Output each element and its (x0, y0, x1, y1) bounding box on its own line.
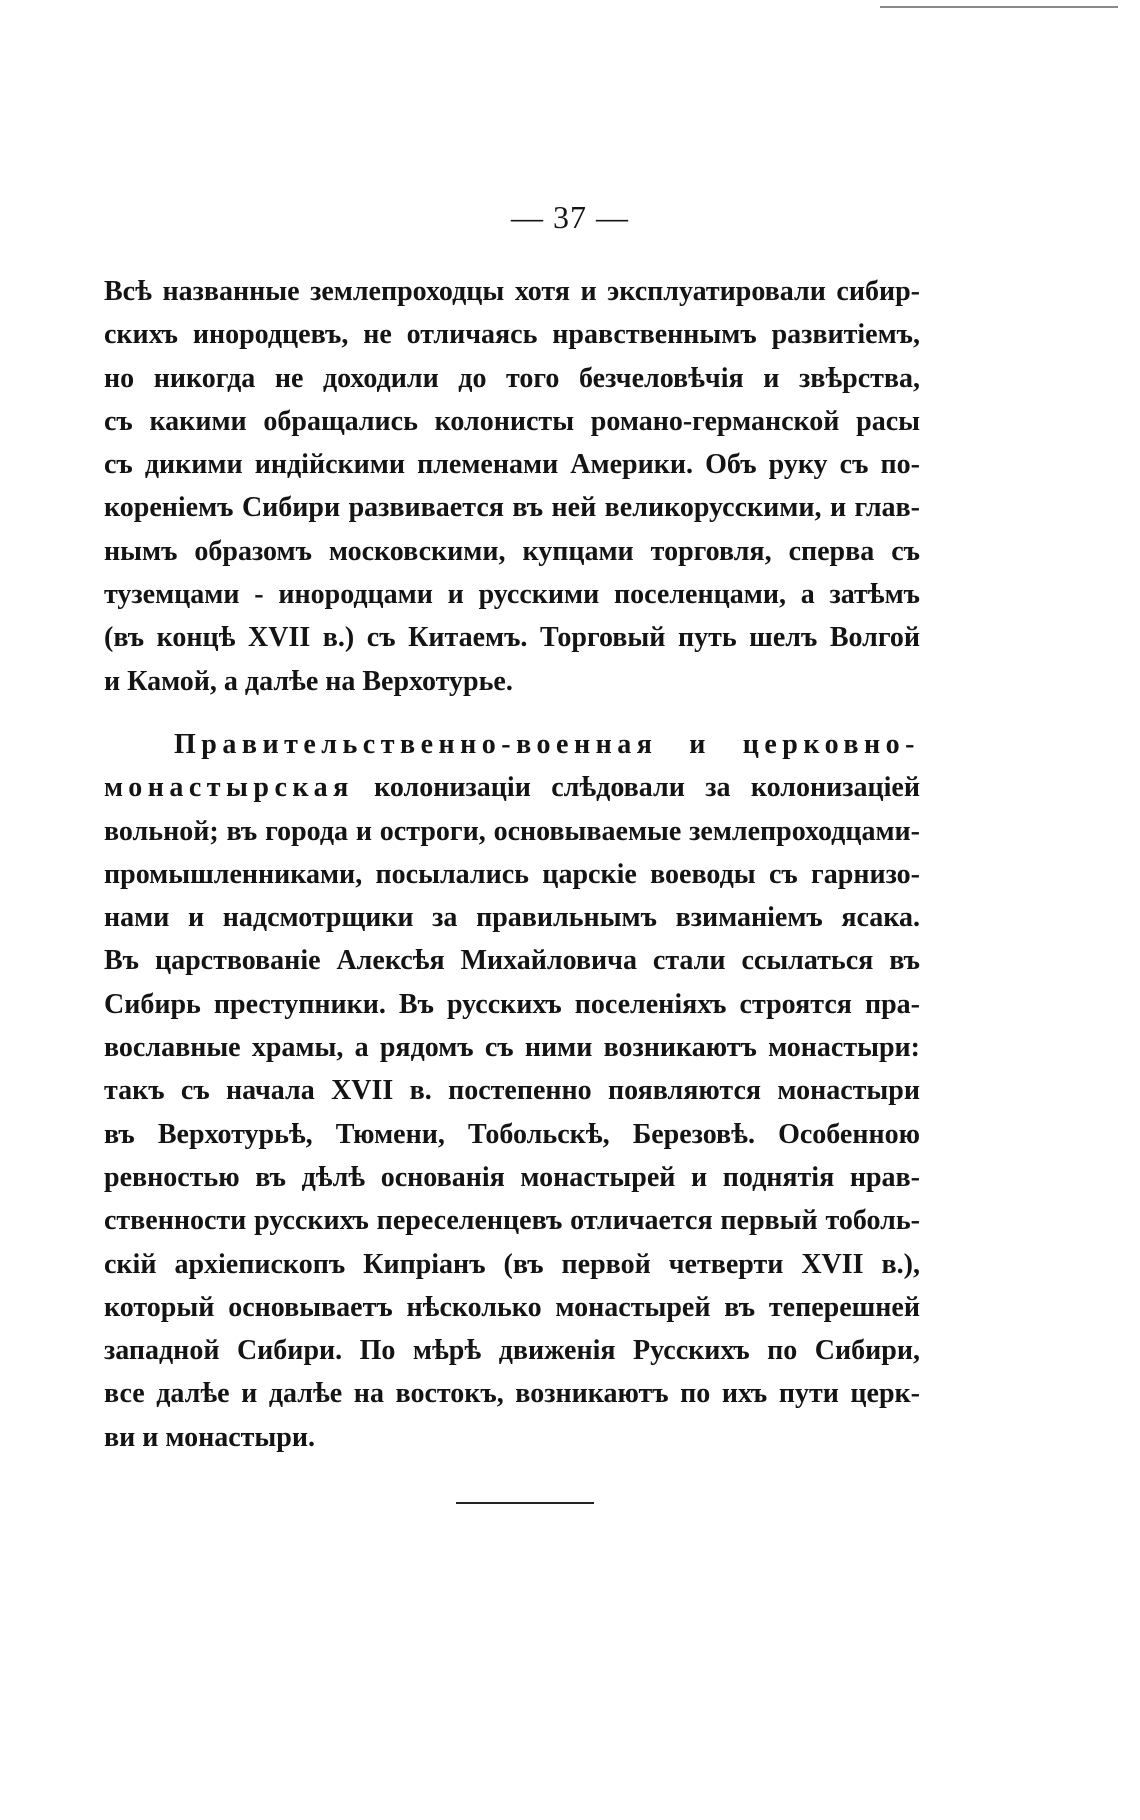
text-line: съ какими обращались колонисты романо-германской расы (104, 405, 920, 437)
text-line: который основываетъ нѣсколько монастырей въ теперешней (104, 1291, 920, 1323)
text-segment: колонизаціи слѣдовали за колонизаціей (374, 772, 920, 804)
text-line: скихъ инородцевъ, не отличаясь нравственнымъ развитіемъ, (104, 319, 920, 351)
text-line: ревностью въ дѣлѣ основанія монастырей и поднятія нрав- (104, 1161, 920, 1193)
paragraph-gap (104, 703, 920, 723)
text-line: въ Верхотурьѣ, Тюмени, Тобольскѣ, Березовѣ. Особенною (104, 1118, 920, 1150)
text-line: нымъ образомъ московскими, купцами торговля, сперва съ (104, 535, 920, 567)
spaced-lead-line: Правительственно-военная и церковно- (174, 728, 920, 760)
text-line: западной Сибири. По мѣрѣ движенія Русскихъ по Сибири, (104, 1335, 920, 1367)
text-line (104, 766, 920, 809)
text-line: Всѣ названные землепроходцы хотя и эксплуатировали сибир- (104, 276, 920, 307)
spaced-lead-word: монастырская (104, 772, 354, 804)
text-line: но никогда не доходили до того безчеловѣчія и звѣрства, (104, 362, 920, 394)
text-line: такъ съ начала XVII в. постепенно появляются монастыри (104, 1075, 920, 1107)
text-line: и Камой, а далѣе на Верхотурье. (104, 665, 513, 697)
body-text (104, 270, 920, 1459)
text-line: Сибирь преступники. Въ русскихъ поселеніяхъ строятся пра- (104, 988, 920, 1020)
paragraph-1 (104, 270, 920, 703)
text-line: вославные храмы, а рядомъ съ ними возникаютъ монастыри: (104, 1032, 920, 1064)
text-line: нами и надсмотрщики за правильнымъ взиманіемъ ясака. (104, 902, 920, 934)
text-line: Въ царствованіе Алексѣя Михайловича стали ссылаться въ (104, 945, 920, 977)
text-line: кореніемъ Сибири развивается въ ней великорусскими, и глав- (104, 492, 920, 524)
text-line: ви и монастыри. (104, 1421, 315, 1453)
text-line: промышленниками, посылались царскіе воеводы съ гарнизо- (104, 858, 920, 890)
text-line: ственности русскихъ переселенцевъ отличается первый тоболь- (104, 1205, 920, 1237)
text-line: вольной; въ города и остроги, основываемые землепроходцами- (104, 815, 920, 847)
page-number: — 37 — (511, 199, 629, 235)
text-line: все далѣе и далѣе на востокъ, возникаютъ по ихъ пути церк- (104, 1378, 920, 1410)
end-rule (456, 1502, 594, 1504)
top-edge-rule (880, 6, 1118, 8)
text-line: скій архіепископъ Кипріанъ (въ первой четверти XVII в.), (104, 1248, 920, 1280)
paragraph-2 (104, 723, 920, 1459)
text-line: съ дикими индійскими племенами Америки. Объ руку съ по- (104, 449, 920, 481)
text-line: (въ концѣ XVII в.) съ Китаемъ. Торговый путь шелъ Волгой (104, 622, 920, 654)
text-line: туземцами - инородцами и русскими поселенцами, а затѣмъ (104, 579, 920, 611)
